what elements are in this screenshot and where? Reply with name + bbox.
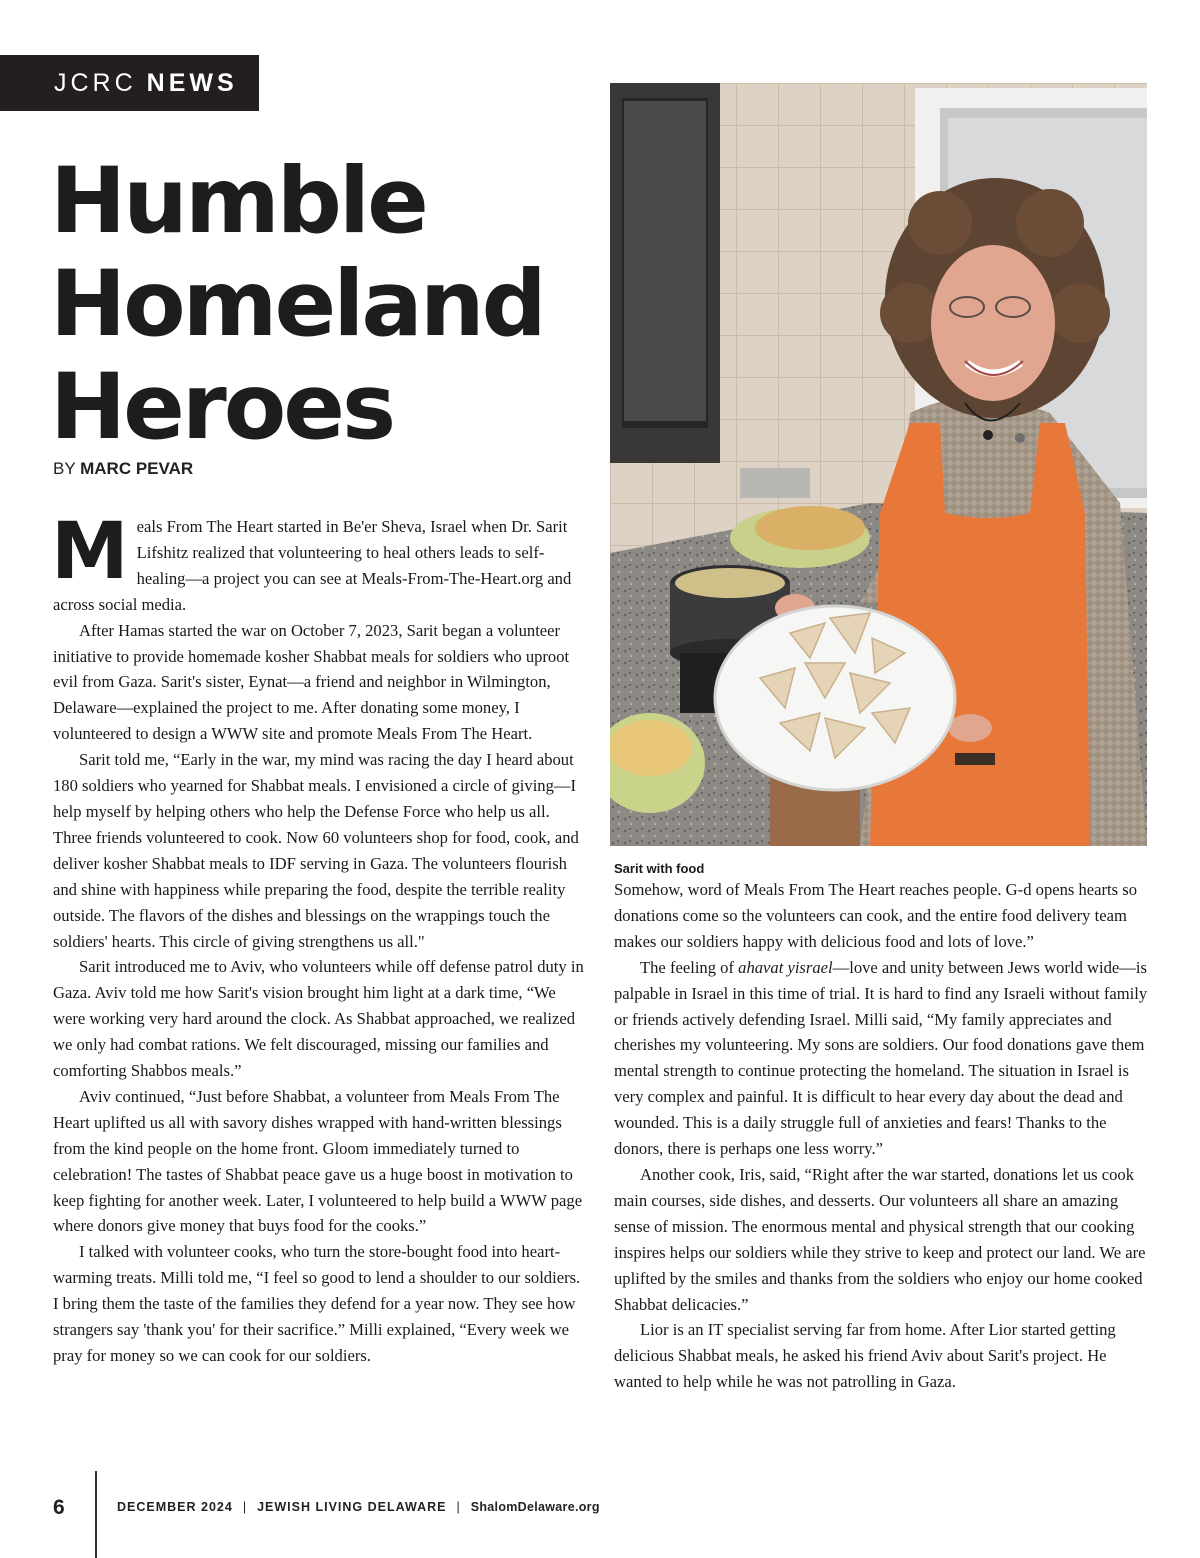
article-paragraph: Aviv continued, “Just before Shabbat, a volunteer from Meals From The Heart uplifted us all with savory dishes wrapped with hand-written blessings from the kind people on the home front. Gloom immediately turned to celebration! The tastes of Shabbat peace gave us a huge boost in motivation to keep fighting for another week. Later, I volunteered to help build a WWW page where donors give money that buys food for the cooks.” <box>53 1086 583 1236</box>
article-paragraph <box>614 955 1148 1162</box>
article-paragraph: Lior is an IT specialist serving far from home. After Lior started getting delicious Shabbat meals, he asked his friend Aviv about Sarit's project. He wanted to help while he was not patrolling in Gaza. <box>614 1320 1116 1392</box>
footer-separator: | <box>242 1500 248 1514</box>
headline-line-3: Heroes <box>50 355 394 460</box>
byline-prefix: BY <box>53 459 76 478</box>
footer-publication: JEWISH LIVING DELAWARE <box>257 1500 447 1514</box>
section-tag-light: JCRC <box>54 68 137 97</box>
footer-issue: DECEMBER 2024 <box>117 1500 233 1514</box>
italic-term: ahavat yisrael <box>738 957 833 977</box>
article-paragraph: After Hamas started the war on October 7, 2023, Sarit began a volunteer initiative to provide homemade kosher Shabbat meals for soldiers who uproot evil from Gaza. Sarit's sister, Eynat—a friend and neighbor in Wilmington, Delaware—explained the project to me. After donating some money, I volunteered to design a WWW site and promote Meals From The Heart. <box>53 620 570 744</box>
paragraph-text: eals From The Heart started in Be'er Sheva, Israel when Dr. Sarit Lifshitz realized that volunteering to heal others leads to self-healing—a project you can see at Meals-From-The-Heart.org and across social media. <box>53 517 572 614</box>
headline <box>50 150 610 459</box>
section-tag <box>0 55 259 111</box>
photo-sarit-with-food <box>610 83 1147 846</box>
footer-divider <box>95 1471 97 1558</box>
byline <box>53 459 193 479</box>
article-paragraph: Another cook, Iris, said, “Right after the war started, donations let us cook main courses, side dishes, and desserts. Our volunteers all share an amazing sense of mission. The enormous mental and physical strength that our cooking inspires helps our soldiers while they strive to keep and protect our land. We are uplifted by the smiles and thanks from the soldiers who enjoy our home cooked Shabbat delicacies.” <box>614 1164 1146 1314</box>
photo-caption: Sarit with food <box>614 861 705 876</box>
page-number: 6 <box>53 1496 65 1519</box>
footer-info <box>117 1500 600 1514</box>
section-tag-bold: NEWS <box>146 68 238 97</box>
headline-line-1: Humble <box>50 149 426 254</box>
drop-cap: M <box>51 507 129 597</box>
footer-separator: | <box>456 1500 461 1514</box>
article-column-right <box>614 877 1148 1395</box>
article-paragraph <box>51 507 589 618</box>
article-paragraph: Sarit introduced me to Aviv, who volunteers while off defense patrol duty in Gaza. Aviv told me how Sarit's vision brought him light at a dark time, “We were working very hard around the clock. As Shabbat approached, we realized we only had combat rations. We felt discouraged, missing our families and comforting Shabbos meals.” <box>53 957 584 1081</box>
article-paragraph: I talked with volunteer cooks, who turn the store-bought food into heart-warming treats. Milli told me, “I feel so good to lend a shoulder to our soldiers. I bring them the taste of the families they defend for a year now. They see how strangers say 'thank you' for their sacrifice.” Milli explained, “Every week we pray for money so we can cook for our soldiers. <box>53 1242 581 1365</box>
article-paragraph: Sarit told me, “Early in the war, my mind was racing the day I heard about 180 soldiers who yearned for Shabbat meals. I envisioned a circle of giving—I help myself by helping others who help the Defense Force who help us all. Three friends volunteered to cook. Now 60 volunteers shop for food, cook, and deliver kosher Shabbat meals to IDF serving in Gaza. The volunteers flourish and shine with happiness while preparing the food, despite the terrible reality outside. The flavors of the dishes and blessings on the wrappings touch the soldiers' hearts. This circle of giving strengthens us all." <box>53 750 579 951</box>
article-paragraph: Somehow, word of Meals From The Heart reaches people. G-d opens hearts so donations come so the volunteers can cook, and the entire food delivery team makes our soldiers happy with delicious food and lots of love.” <box>614 880 1138 951</box>
headline-line-2: Homeland <box>50 252 544 357</box>
footer-website: ShalomDelaware.org <box>470 1500 600 1514</box>
page-footer <box>0 1496 1200 1556</box>
article-column-left <box>51 507 589 1369</box>
byline-author: MARC PEVAR <box>80 459 194 478</box>
paragraph-text: —love and unity between Jews world wide—is palpable in Israel in this time of trial. It is hard to find any Israeli without family or friends actively defending Israel. Milli said, “My family appreciates and cherishes my volunteering. My sons are soldiers. Our food donations gave them mental strength to continue protecting the homeland. The situation in Israel is very complex and painful. It is difficult to hear every day about the dead and wounded. This is a daily struggle full of anxieties and fears! Thanks to the donors, there is perhaps one less worry.” <box>614 957 1148 1159</box>
paragraph-text: The feeling of <box>640 957 739 977</box>
